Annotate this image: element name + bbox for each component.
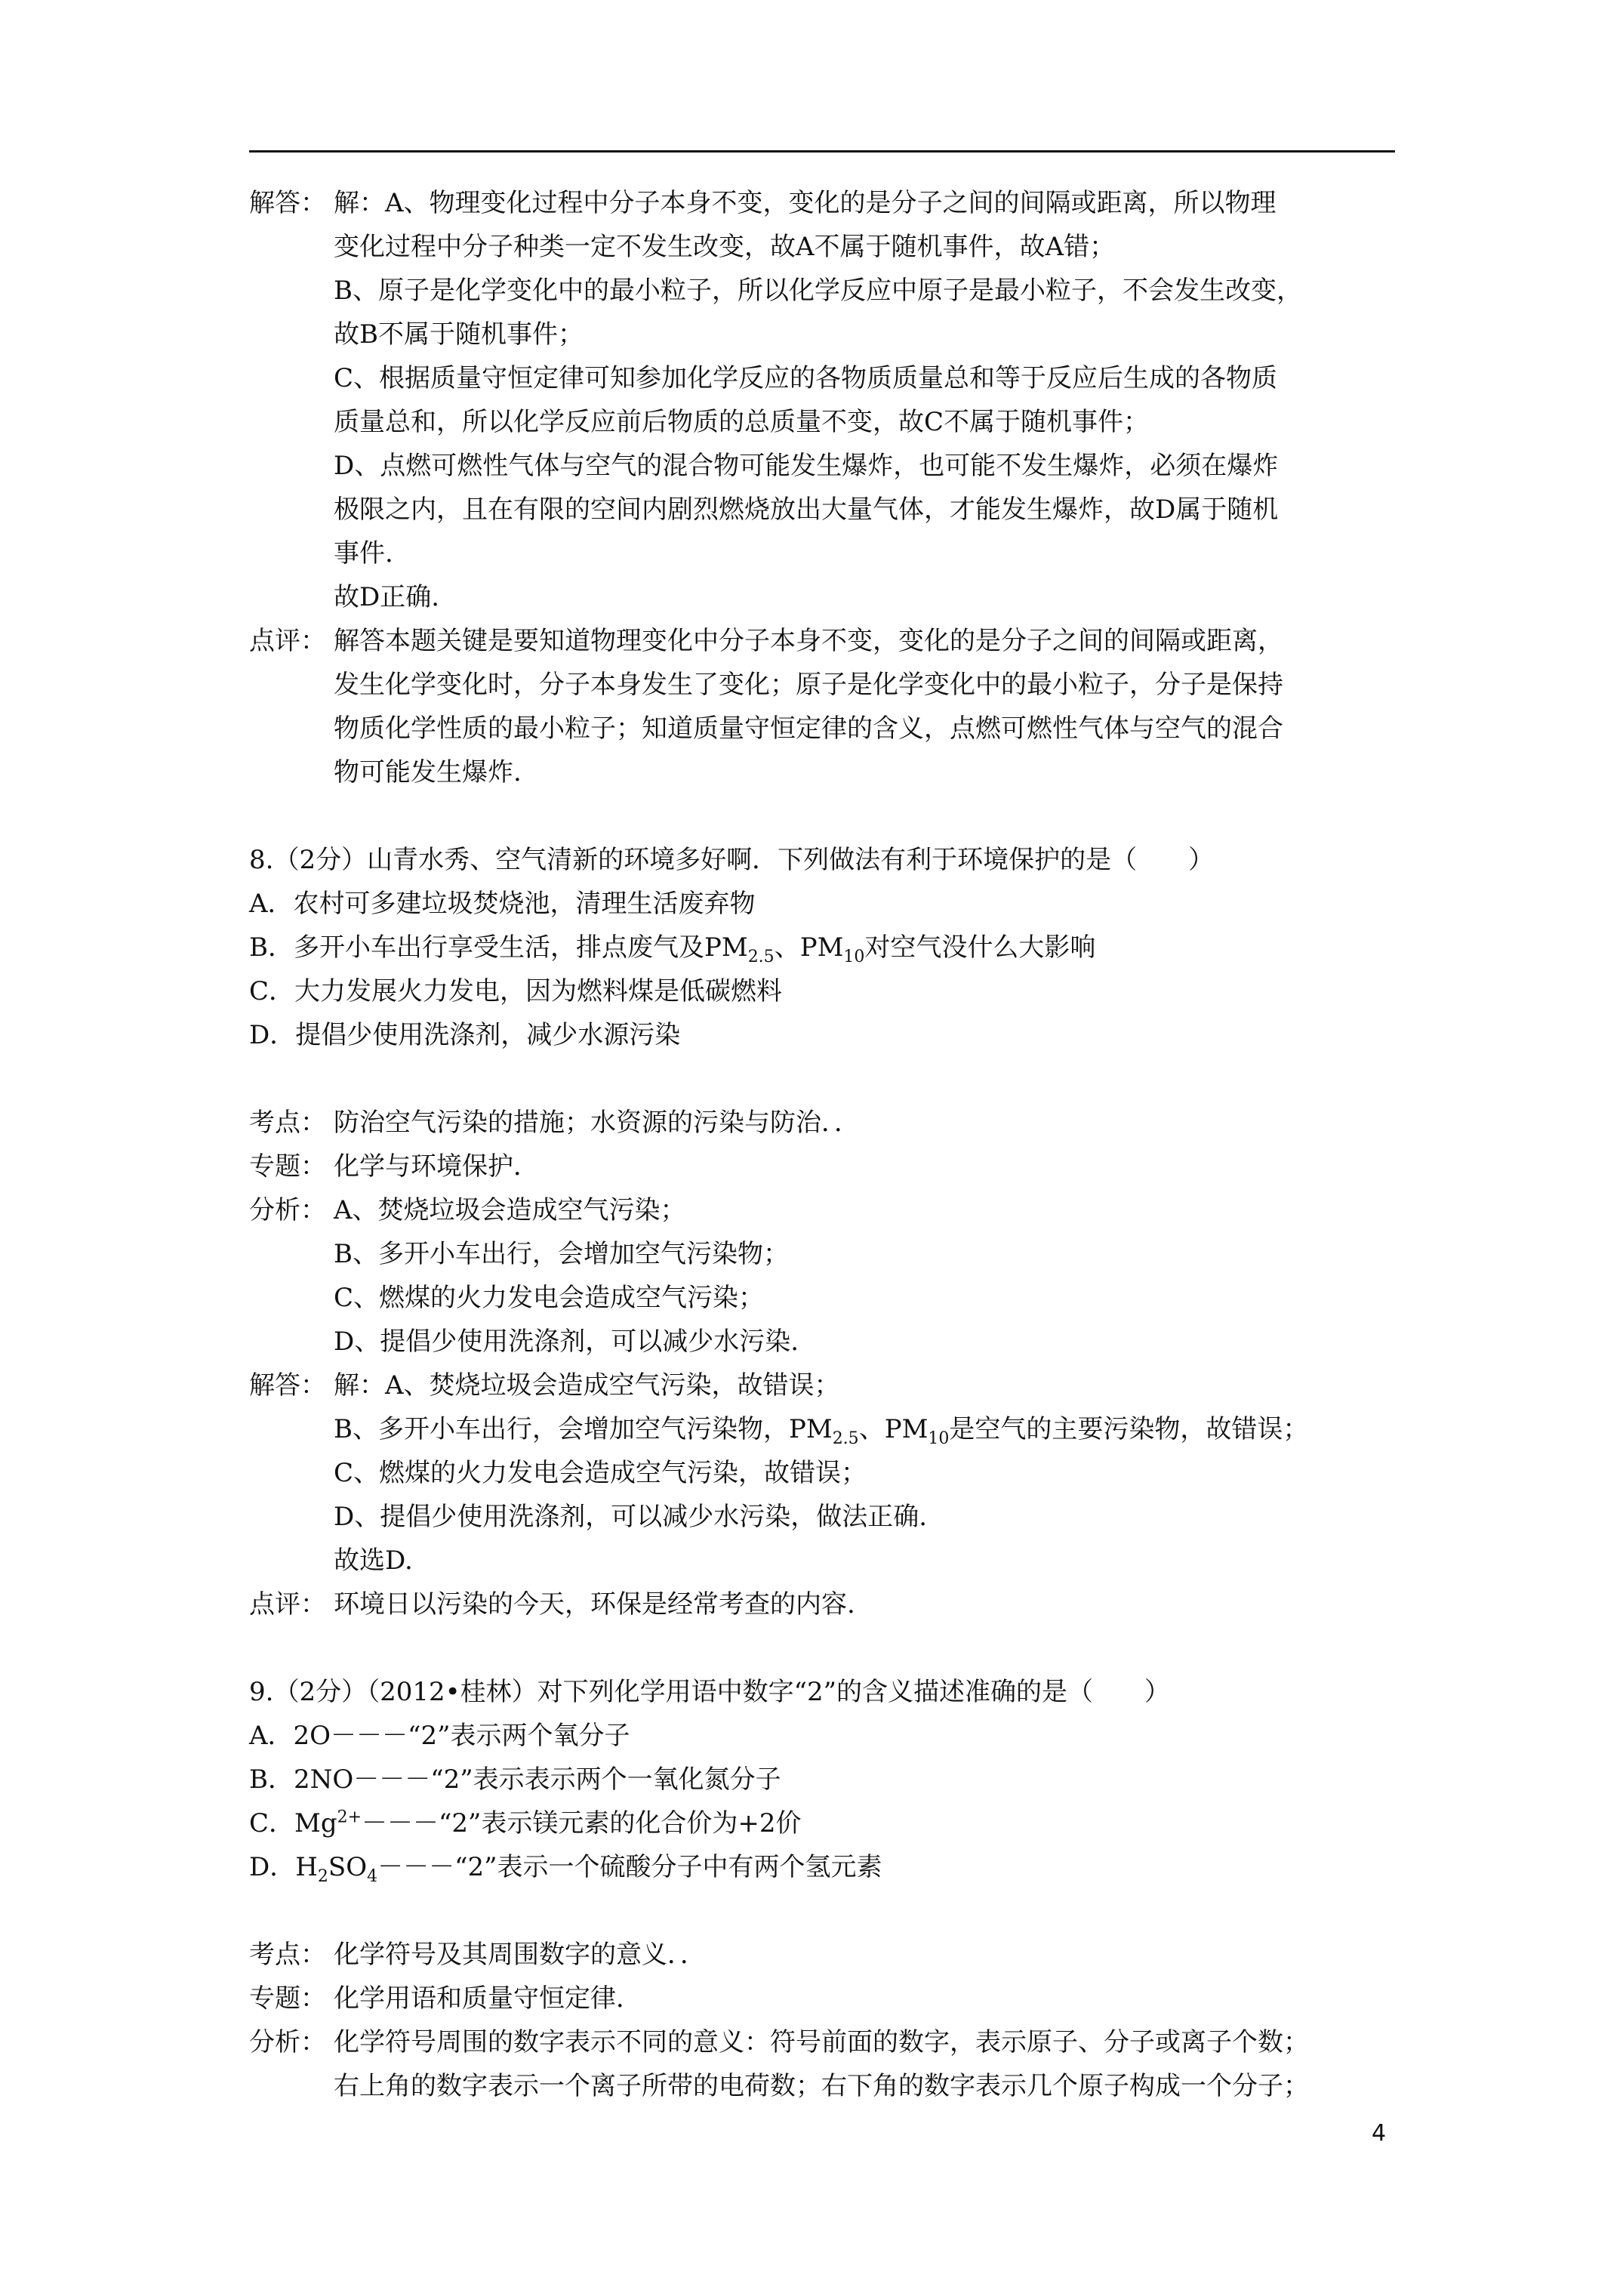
text-fragment: 、 bbox=[774, 932, 800, 963]
fenxi-label: 分析： bbox=[249, 2027, 326, 2057]
answer-line: B、原子是化学变化中的最小粒子，所以化学反应中原子是最小粒子，不会发生改变， bbox=[334, 276, 1302, 306]
q9-stem: 9.（2分）（2012•桂林）对下列化学用语中数字“2”的含义描述准确的是（ ） bbox=[249, 1677, 1171, 1707]
prev-comment bbox=[249, 619, 1404, 663]
dianping-label: 点评： bbox=[249, 1589, 326, 1620]
spacer bbox=[249, 794, 1404, 838]
q8-dianping bbox=[249, 1583, 1404, 1626]
text-fragment: B．多开小车出行享受生活，排点废气及 bbox=[249, 932, 704, 963]
text-fragment: B、多开小车出行，会增加空气污染物， bbox=[334, 1414, 789, 1444]
jieda-line bbox=[249, 1407, 1404, 1451]
fenxi-line: B、多开小车出行，会增加空气污染物； bbox=[334, 1239, 789, 1269]
spacer bbox=[249, 1626, 1404, 1670]
jieda-label: 解答： bbox=[249, 1370, 326, 1401]
q8-fenxi bbox=[249, 1188, 1404, 1232]
zhuanti-text: 化学与环境保护． bbox=[334, 1151, 539, 1182]
zhuanti-label: 专题： bbox=[249, 1151, 326, 1182]
comment-line: 物质化学性质的最小粒子；知道质量守恒定律的含义，点燃可燃性气体与空气的混合 bbox=[334, 713, 1283, 744]
text-fragment: PM bbox=[799, 932, 844, 963]
subscript: 2.5 bbox=[747, 947, 775, 966]
answer-line: C、根据质量守恒定律可知参加化学反应的各物质质量总和等于反应后生成的各物质 bbox=[334, 363, 1278, 393]
answer-line: 质量总和，所以化学反应前后物质的总质量不变，故C不属于随机事件； bbox=[334, 407, 1150, 437]
subscript: 10 bbox=[928, 1428, 950, 1448]
zhuanti-label: 专题： bbox=[249, 1983, 326, 2014]
q9-option-b: B．2NO－－－“2”表示表示两个一氧化氮分子 bbox=[249, 1764, 781, 1795]
q9-option-c bbox=[249, 1801, 1404, 1845]
superscript: 2+ bbox=[337, 1808, 362, 1827]
kaodian-label: 考点： bbox=[249, 1108, 326, 1138]
spacer bbox=[249, 1057, 1404, 1101]
text-fragment: －－－“2”表示一个硫酸分子中有两个氢元素 bbox=[377, 1852, 882, 1882]
jieda-line: C、燃煤的火力发电会造成空气污染，故错误； bbox=[334, 1458, 867, 1488]
fenxi-line: C、燃煤的火力发电会造成空气污染； bbox=[334, 1283, 765, 1313]
jieda-line: D、提倡少使用洗涤剂，可以减少水污染，做法正确. bbox=[334, 1502, 928, 1532]
comment-line: 解答本题关键是要知道物理变化中分子本身不变，变化的是分子之间的间隔或距离， bbox=[334, 626, 1283, 656]
subscript: 2.5 bbox=[832, 1428, 859, 1448]
text-fragment: D．H bbox=[249, 1852, 318, 1882]
jieda-line: 故选D. bbox=[334, 1546, 413, 1576]
fenxi-line: A、焚烧垃圾会造成空气污染； bbox=[334, 1195, 686, 1225]
document-body bbox=[249, 181, 1404, 2108]
q8-stem: 8.（2分）山青水秀、空气清新的环境多好啊．下列做法有利于环境保护的是（ ） bbox=[249, 845, 1215, 875]
fenxi-label: 分析： bbox=[249, 1195, 326, 1225]
dianping-text: 环境日以污染的今天，环保是经常考查的内容. bbox=[334, 1589, 855, 1620]
q8-option-d: D．提倡少使用洗涤剂，减少水源污染 bbox=[249, 1020, 681, 1050]
kaodian-text: 化学符号及其周围数字的意义．． bbox=[334, 1940, 706, 1970]
kaodian-label: 考点： bbox=[249, 1940, 326, 1970]
header-rule bbox=[249, 150, 1395, 153]
text-fragment: 对空气没什么大影响 bbox=[864, 932, 1096, 963]
jieda-line: 解：A、焚烧垃圾会造成空气污染，故错误； bbox=[334, 1370, 840, 1401]
answer-line: 事件. bbox=[334, 538, 393, 569]
q9-zhuanti bbox=[249, 1977, 1404, 2020]
text-fragment: PM bbox=[884, 1414, 929, 1444]
subscript: 2 bbox=[317, 1866, 328, 1886]
answer-line: 变化过程中分子种类一定不发生改变，故A不属于随机事件，故A错； bbox=[334, 232, 1116, 262]
comment-label: 点评： bbox=[249, 626, 326, 656]
q8-zhuanti bbox=[249, 1145, 1404, 1188]
q9-kaodian bbox=[249, 1933, 1404, 1977]
text-fragment: PM bbox=[788, 1414, 833, 1444]
q8-kaodian bbox=[249, 1101, 1404, 1145]
fenxi-line: 右上角的数字表示一个离子所带的电荷数；右下角的数字表示几个原子构成一个分子； bbox=[334, 2071, 1309, 2101]
answer-line: D、点燃可燃性气体与空气的混合物可能发生爆炸，也可能不发生爆炸，必须在爆炸 bbox=[334, 451, 1279, 481]
text-fragment: 是空气的主要污染物，故错误； bbox=[949, 1414, 1309, 1444]
fenxi-line: D、提倡少使用洗涤剂，可以减少水污染. bbox=[334, 1327, 799, 1357]
page-number: 4 bbox=[1372, 2120, 1387, 2147]
fenxi-line: 化学符号周围的数字表示不同的意义：符号前面的数字，表示原子、分子或离子个数； bbox=[334, 2027, 1309, 2057]
answer-line: 故D正确. bbox=[334, 582, 440, 612]
answer-line: 解：A、物理变化过程中分子本身不变，变化的是分子之间的间隔或距离，所以物理 bbox=[334, 188, 1277, 218]
kaodian-text: 防治空气污染的措施；水资源的污染与防治．． bbox=[334, 1108, 860, 1138]
text-fragment: －－－“2”表示镁元素的化合价为+2价 bbox=[362, 1808, 802, 1838]
q9-option-d bbox=[249, 1845, 1404, 1889]
text-fragment: C．Mg bbox=[249, 1808, 337, 1838]
spacer bbox=[249, 1889, 1404, 1933]
comment-line: 发生化学变化时，分子本身发生了变化；原子是化学变化中的最小粒子，分子是保持 bbox=[334, 670, 1283, 700]
answer-line: 极限之内，且在有限的空间内剧烈燃烧放出大量气体，才能发生爆炸，故D属于随机 bbox=[334, 495, 1279, 525]
zhuanti-text: 化学用语和质量守恒定律． bbox=[334, 1983, 642, 2014]
answer-label: 解答： bbox=[249, 188, 326, 218]
q8-jieda bbox=[249, 1364, 1404, 1407]
subscript: 4 bbox=[367, 1866, 378, 1886]
q8-option-a: A．农村可多建垃圾焚烧池，清理生活废弃物 bbox=[249, 889, 756, 919]
answer-line: 故B不属于随机事件； bbox=[334, 319, 584, 350]
text-fragment: 、 bbox=[858, 1414, 885, 1444]
prev-answer bbox=[249, 181, 1404, 225]
q8-option-c: C．大力发展火力发电，因为燃料煤是低碳燃料 bbox=[249, 976, 783, 1006]
text-fragment: PM bbox=[704, 932, 748, 963]
comment-line: 物可能发生爆炸. bbox=[334, 757, 522, 787]
subscript: 10 bbox=[843, 947, 865, 966]
q8-option-b bbox=[249, 926, 1404, 969]
q9-fenxi bbox=[249, 2020, 1404, 2064]
text-fragment: SO bbox=[328, 1852, 368, 1882]
q9-option-a: A．2O－－－“2”表示两个氧分子 bbox=[249, 1721, 630, 1751]
